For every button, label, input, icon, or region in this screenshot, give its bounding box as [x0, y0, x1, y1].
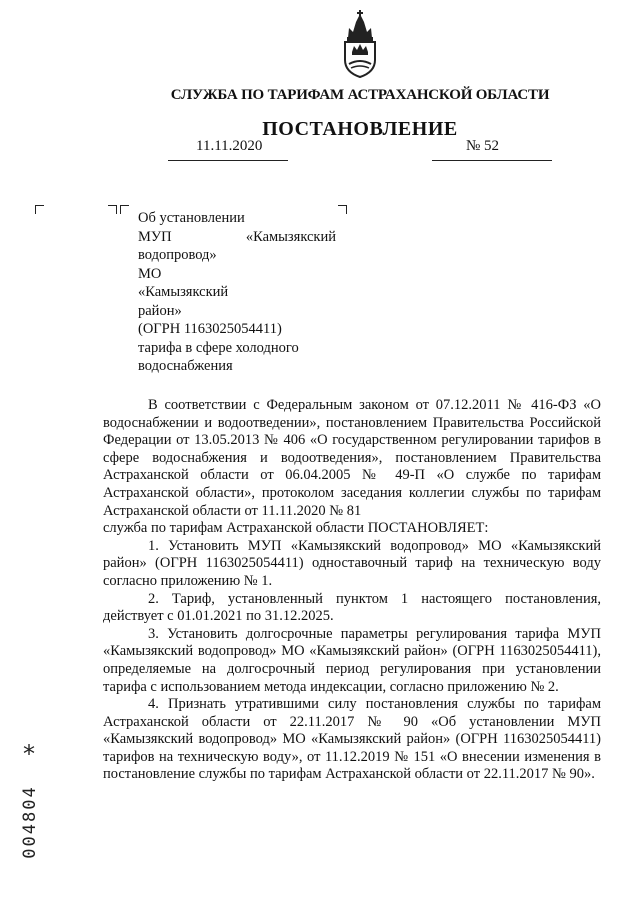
- coat-of-arms-emblem: [335, 10, 385, 80]
- document-number: № 52: [466, 138, 500, 154]
- document-body: [103, 397, 601, 784]
- subject-line: МУП «Камызякский: [138, 228, 336, 245]
- subject-line: (ОГРН 1163025054411): [138, 321, 282, 337]
- subject-bracket-left-a: [108, 205, 117, 214]
- body-paragraph-resolves: служба по тарифам Астраханской области ПОСТАНОВЛЯЕТ:: [103, 520, 489, 537]
- agency-name: СЛУЖБА ПО ТАРИФАМ АСТРАХАНСКОЙ ОБЛАСТИ: [170, 87, 550, 103]
- stamp-asterisk: *: [23, 740, 35, 768]
- body-paragraph-preamble: В соответствии с Федеральным законом от 07.12.2011 № 416-ФЗ «О водоснабжении и водоотведении», постановлением Правительства Российской Федерации от 13.05.2013 № 406 «О государственном регулировании тарифов в сфере водоснабжения и водоотведения», постановлением Правительства Астраханской области от 06.04.2005 № 49-П «О службе по тарифам Астраханской области», протоколом заседания коллегии службы по тарифам Астраханской области от 11.11.2020 № 81: [103, 397, 601, 519]
- registration-stamp: [10, 742, 50, 882]
- document-date: 11.11.2020: [196, 138, 263, 154]
- subject-line: Об установлении: [138, 210, 245, 226]
- stamp-serial-number: 004804: [20, 785, 40, 859]
- subject-line: водоснабжения: [138, 358, 233, 374]
- subject-bracket-left-b: [120, 205, 129, 214]
- body-paragraph-item-4: 4. Признать утратившими силу постановления службы по тарифам Астраханской области от 22.11.2017 № 90 «Об установлении МУП «Камызякский водопровод» МО «Камызякский район» (ОГРН 1163025054411) тарифов на техническую воду», от 11.12.2019 № 151 «О внесении изменения в постановление службы по тарифам Астраханской области от 22.11.2017 № 90».: [103, 696, 601, 783]
- body-paragraph-item-3: 3. Установить долгосрочные параметры регулирования тарифа МУП «Камызякский водопровод» МО «Камызякский район» (ОГРН 1163025054411), определяемые на долгосрочный период регулирования при установлении тарифа с использованием метода индексации, согласно приложению № 2.: [103, 625, 601, 695]
- subject-bracket-right: [338, 205, 347, 214]
- number-underline: [432, 160, 552, 161]
- document-type-title: ПОСТАНОВЛЕНИЕ: [262, 118, 458, 140]
- left-corner-mark: [35, 205, 44, 214]
- subject-line: водопровод» МО: [138, 247, 217, 282]
- subject-block: [138, 209, 336, 376]
- body-paragraph-item-1: 1. Установить МУП «Камызякский водопровод» МО «Камызякский район» (ОГРН 1163025054411) одноставочный тариф на техническую воду согласно приложению № 1.: [103, 537, 601, 589]
- subject-line: «Камызякский район»: [138, 284, 229, 319]
- date-underline: [168, 160, 288, 161]
- body-paragraph-item-2: 2. Тариф, установленный пунктом 1 настоящего постановления, действует с 01.01.2021 по 31.12.2025.: [103, 590, 601, 625]
- subject-line: тарифа в сфере холодного: [138, 339, 299, 356]
